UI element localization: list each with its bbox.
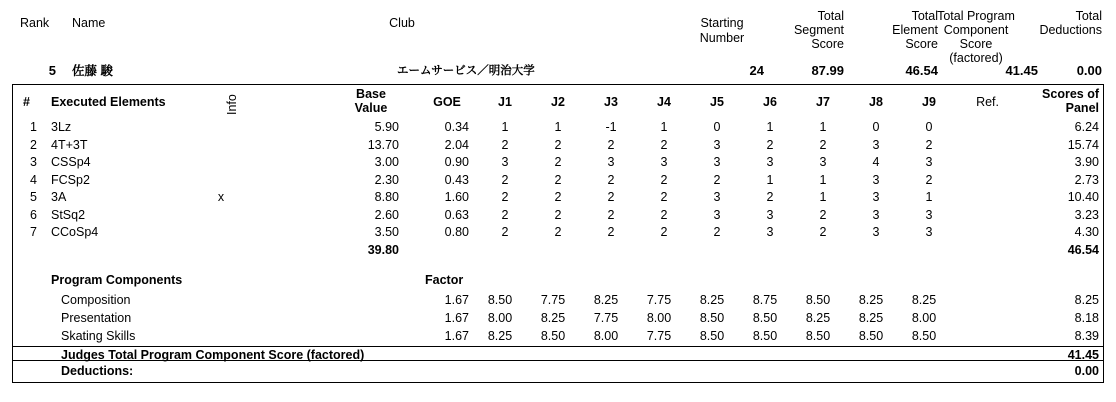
element-goe: 2.04 [444,137,469,152]
element-j5: 2 [713,172,721,187]
element-j7: 3 [819,155,827,169]
deductions-row [12,361,1104,383]
table-row [13,172,1103,190]
pc-j3: 7.75 [593,310,619,325]
element-j5: 3 [713,155,721,169]
table-header [12,6,1104,65]
element-j7: 1 [819,120,827,134]
skater-total-segment-score: 87.99 [811,63,844,78]
element-j7: 1 [819,172,827,187]
pc-factor: 1.67 [444,292,469,307]
element-goe: 0.34 [444,120,469,134]
elhdr-number: # [23,95,30,109]
pc-score: 8.39 [1074,328,1099,343]
pc-j3: 8.00 [593,328,619,343]
element-j9: 3 [925,225,933,239]
element-j4: 3 [660,155,668,169]
skater-starting-number: 24 [749,63,764,78]
element-j1: 1 [501,120,509,134]
element-j7: 2 [819,225,827,239]
element-j6: 2 [766,190,774,204]
elements-rows [13,119,1103,366]
element-j5: 3 [713,137,721,152]
table-row [13,189,1103,207]
header-total-pcs-line4: (factored) [949,51,1003,65]
element-j2: 2 [554,190,562,204]
element-base-value: 3.00 [374,155,399,169]
element-j6: 3 [766,207,774,222]
pc-total-value: 41.45 [1067,347,1099,362]
header-total-pcs-line1: Total Program [937,9,1015,23]
element-j1: 2 [501,137,509,152]
elhdr-j2: J2 [551,95,565,109]
element-j1: 2 [501,225,509,239]
element-score: 15.74 [1067,137,1099,152]
pc-j9: 8.25 [911,292,937,307]
table-row [13,310,1103,328]
pc-score: 8.18 [1074,310,1099,325]
skater-row [12,62,1104,84]
header-starting-number-line1: Starting [700,16,744,30]
element-j6: 3 [766,155,774,169]
element-score-total: 46.54 [1067,242,1099,257]
pc-j7: 8.25 [805,310,831,325]
element-j3: 2 [607,137,615,152]
element-score: 2.73 [1074,172,1099,187]
header-name: Name [72,16,106,30]
element-number: 5 [30,190,37,204]
element-number: 2 [30,137,37,152]
element-name: FCSp2 [51,172,90,187]
element-j8: 3 [872,137,880,152]
element-j8: 3 [872,172,880,187]
element-j3: 2 [607,207,615,222]
pc-name: Composition [61,292,131,307]
pc-j9: 8.00 [911,310,937,325]
element-goe: 0.80 [444,225,469,239]
element-score: 4.30 [1074,225,1099,239]
header-total-pcs-line2: Component [943,23,1009,37]
deductions-value: 0.00 [1074,364,1099,378]
element-j5: 3 [713,190,721,204]
skater-name: 佐藤 駿 [72,64,113,78]
element-goe: 0.63 [444,207,469,222]
element-j2: 1 [554,120,562,134]
element-j4: 1 [660,120,668,134]
header-total-element-line3: Score [905,37,938,51]
element-j3: 2 [607,225,615,239]
pc-j2: 8.50 [540,328,566,343]
element-j1: 2 [501,172,509,187]
elhdr-j4: J4 [657,95,671,109]
element-goe: 1.60 [444,190,469,204]
pc-j8: 8.25 [858,310,884,325]
element-j6: 1 [766,120,774,134]
element-name: CCoSp4 [51,225,99,239]
elhdr-scores-of-panel-line2: Panel [1065,101,1099,115]
pc-j4: 7.75 [646,328,672,343]
skater-total-deductions: 0.00 [1076,63,1102,78]
skater-total-program-component-score: 41.45 [1005,63,1038,78]
pc-j1: 8.50 [487,292,513,307]
element-score: 10.40 [1067,190,1099,204]
header-club: Club [389,16,415,30]
pc-factor: 1.67 [444,328,469,343]
element-number: 6 [30,207,37,222]
element-name: CSSp4 [51,155,91,169]
element-j1: 2 [501,190,509,204]
element-j3: 3 [607,155,615,169]
header-rank: Rank [20,16,50,30]
factor-label: Factor [425,272,464,287]
element-j2: 2 [554,155,562,169]
element-number: 3 [30,155,37,169]
element-j9: 0 [925,120,933,134]
element-j3: -1 [605,120,617,134]
element-j6: 2 [766,137,774,152]
element-j1: 2 [501,207,509,222]
element-j8: 4 [872,155,880,169]
element-number: 1 [30,120,37,134]
pc-j8: 8.50 [858,328,884,343]
element-base-value: 8.80 [374,190,399,204]
elhdr-base-value-line1: Base [356,87,386,101]
table-row [13,154,1103,172]
pc-j2: 7.75 [540,292,566,307]
element-score: 3.23 [1074,207,1099,222]
pc-j3: 8.25 [593,292,619,307]
pc-j8: 8.25 [858,292,884,307]
header-total-deductions-line2: Deductions [1039,23,1102,37]
element-j4: 2 [660,225,668,239]
element-base-value: 3.50 [374,225,399,239]
element-j2: 2 [554,225,562,239]
pc-name: Skating Skills [61,328,136,343]
element-j7: 1 [819,190,827,204]
table-row [13,119,1103,137]
header-total-deductions-line1: Total [1075,9,1102,23]
element-goe: 0.90 [444,155,469,169]
elhdr-executed-elements: Executed Elements [51,95,166,109]
header-starting-number-line2: Number [699,31,745,45]
element-number: 4 [30,172,37,187]
element-j8: 3 [872,190,880,204]
pc-j6: 8.50 [752,328,778,343]
elhdr-base-value-line2: Value [354,101,388,115]
element-name: 3A [51,190,67,204]
element-j1: 3 [501,155,509,169]
element-base-value: 13.70 [367,137,399,152]
elhdr-scores-of-panel-line1: Scores of [1042,87,1099,101]
element-base-value: 2.60 [374,207,399,222]
element-j5: 2 [713,225,721,239]
element-name: 3Lz [51,120,72,134]
elhdr-j7: J7 [816,95,830,109]
elhdr-info: Info [225,94,239,115]
skater-rank: 5 [48,63,56,78]
element-j6: 3 [766,225,774,239]
element-j7: 2 [819,137,827,152]
elhdr-j5: J5 [710,95,724,109]
header-total-element-line1: Total [911,9,938,23]
element-j2: 2 [554,207,562,222]
element-j8: 3 [872,225,880,239]
element-j6: 1 [766,172,774,187]
table-row [13,292,1103,310]
program-components-title: Program Components [51,272,183,287]
element-score: 3.90 [1074,155,1099,169]
element-info: x [217,190,225,204]
elements-box [12,84,1104,361]
element-j3: 2 [607,172,615,187]
pc-j5: 8.50 [699,310,725,325]
element-j4: 2 [660,207,668,222]
table-row [13,137,1103,155]
pc-factor: 1.67 [444,310,469,325]
element-name: 4T+3T [51,137,88,152]
pc-j7: 8.50 [805,328,831,343]
pc-score: 8.25 [1074,292,1099,307]
elhdr-ref: Ref. [976,95,999,109]
deductions-label: Deductions: [61,364,134,378]
pc-total-label: Judges Total Program Component Score (factored) [61,347,365,362]
header-total-segment-line1: Total [817,9,844,23]
pc-j5: 8.50 [699,328,725,343]
element-goe: 0.43 [444,172,469,187]
header-total-segment-line2: Segment [793,23,844,37]
skater-club: エームサービス／明治大学 [397,65,535,77]
table-row [13,328,1103,346]
elhdr-j3: J3 [604,95,618,109]
skater-total-element-score: 46.54 [905,63,938,78]
elhdr-j1: J1 [498,95,512,109]
element-j9: 3 [925,155,933,169]
element-score: 6.24 [1074,120,1099,134]
element-j9: 3 [925,207,933,222]
header-total-segment-line3: Score [811,37,844,51]
table-row [13,224,1103,242]
element-base-value: 5.90 [374,120,399,134]
element-j5: 0 [713,120,721,134]
element-j4: 2 [660,190,668,204]
header-total-element-line2: Element [892,23,938,37]
element-j9: 2 [925,137,933,152]
element-j9: 1 [925,190,933,204]
program-components-header [13,262,1103,292]
element-j7: 2 [819,207,827,222]
element-j8: 3 [872,207,880,222]
element-j3: 2 [607,190,615,204]
header-total-pcs-line3: Score [959,37,993,51]
pc-name: Presentation [61,310,132,325]
element-j8: 0 [872,120,880,134]
element-j4: 2 [660,172,668,187]
element-name: StSq2 [51,207,86,222]
elhdr-j9: J9 [922,95,936,109]
pc-j2: 8.25 [540,310,566,325]
element-number: 7 [30,225,37,239]
pc-j4: 8.00 [646,310,672,325]
elhdr-j8: J8 [869,95,883,109]
element-j9: 2 [925,172,933,187]
elhdr-j6: J6 [763,95,777,109]
pc-j5: 8.25 [699,292,725,307]
base-value-total: 39.80 [367,242,399,257]
pc-j1: 8.00 [487,310,513,325]
table-row [13,207,1103,225]
element-j2: 2 [554,172,562,187]
pc-j6: 8.75 [752,292,778,307]
elhdr-goe: GOE [433,95,461,109]
elements-total-row [13,242,1103,262]
element-j5: 3 [713,207,721,222]
pc-j1: 8.25 [487,328,513,343]
element-base-value: 2.30 [374,172,399,187]
element-j2: 2 [554,137,562,152]
pc-j4: 7.75 [646,292,672,307]
elements-table-header [13,85,1103,119]
pc-j9: 8.50 [911,328,937,343]
pc-j6: 8.50 [752,310,778,325]
pc-j7: 8.50 [805,292,831,307]
element-j4: 2 [660,137,668,152]
